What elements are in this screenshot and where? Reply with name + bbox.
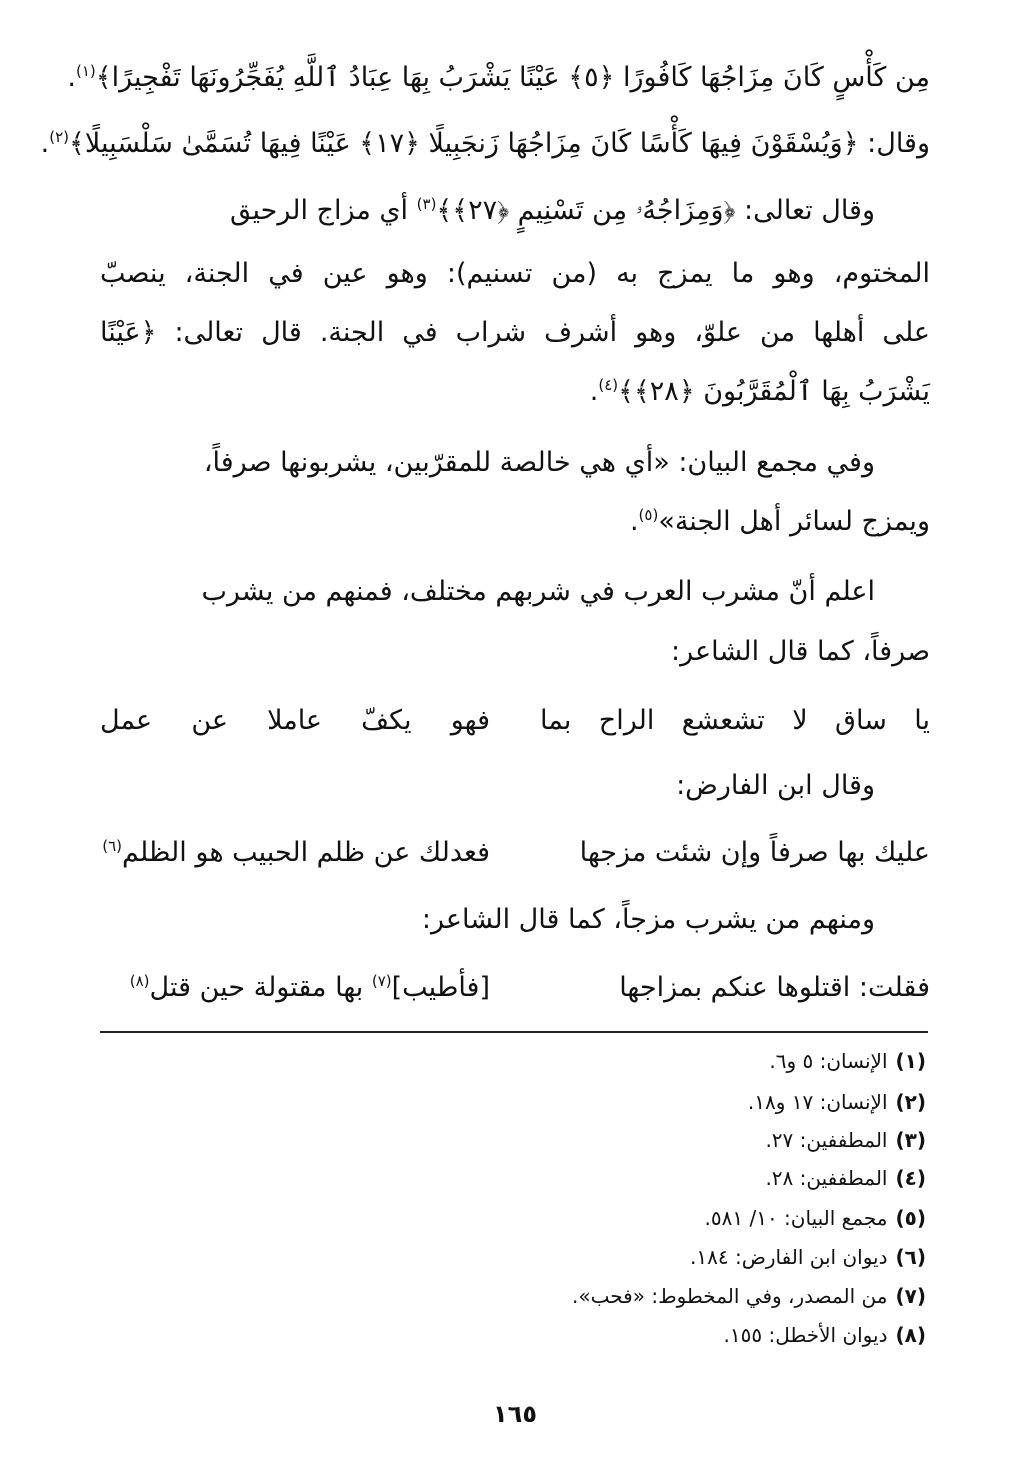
verse-first-hemistich: عليك بها صرفاً وإن شئت مزجها <box>579 837 930 868</box>
text-line-5: على أهلها من علوّ، وهو أشرف شراب في الجنة. قال تعالى: ﴿عَيْنًا <box>100 317 930 348</box>
hemistich-text: بها مقتولة حين قتل <box>149 972 372 1003</box>
footnote-3 <box>100 1125 926 1155</box>
footnote-7 <box>100 1281 926 1311</box>
footnote-separator <box>100 1031 928 1033</box>
verse-first-hemistich: فقلت: اقتلوها عنكم بمزاجها <box>619 972 930 1003</box>
footnote-6 <box>100 1242 926 1272</box>
text-line-12: ومنهم من يشرب مزجاً، كما قال الشاعر: <box>421 904 875 935</box>
footnote-number: (٣) <box>895 1128 926 1152</box>
paragraph-text: ويمزج لسائر أهل الجنة» <box>658 506 930 537</box>
line-end: . <box>589 376 599 407</box>
text-line-3 <box>100 191 875 231</box>
footnote-text: ديوان الأخطل: ١٥٥. <box>723 1323 888 1347</box>
text-line-9: اعلم أنّ مشرب العرب في شربهم مختلف، فمنهم من يشرب <box>201 576 875 607</box>
text-line-2 <box>40 124 930 164</box>
footnote-number: (٨) <box>895 1323 926 1347</box>
footnote-number: (٦) <box>895 1245 926 1269</box>
quran-verse-2: وقال: ﴿وَيُسْقَوْنَ فِيهَا كَأْسًا كَانَ مِزَاجُهَا زَنجَبِيلًا ﴿١٧﴾ عَيْنًا فِيهَا تُسَمَّىٰ سَلْسَبِيلًا﴾ <box>69 128 930 159</box>
quran-verse-1: مِن كَأْسٍ كَانَ مِزَاجُهَا كَافُورًا ﴿٥﴾ عَيْنًا يَشْرَبُ بِهَا عِبَادُ ٱللَّهِ يُفَجِّرُونَهَا تَفْجِيرًا﴾ <box>95 62 930 93</box>
footnote-ref-7[interactable]: (٧) <box>371 972 392 990</box>
text-line-10: صرفاً، كما قال الشاعر: <box>670 636 930 667</box>
footnote-number: (٧) <box>895 1284 926 1308</box>
footnote-number: (٥) <box>895 1206 926 1230</box>
footnote-number: (١) <box>895 1049 926 1073</box>
hemistich-text: [فأطيب] <box>391 972 490 1003</box>
footnote-text: من المصدر، وفي المخطوط: «فحب». <box>572 1284 888 1308</box>
text-line-8 <box>100 502 930 542</box>
verse-first-hemistich: يا ساق لا تشعشع الراح بما <box>540 705 930 736</box>
footnote-text: المطففين: ٢٧. <box>765 1128 888 1152</box>
line-end: . <box>67 62 76 93</box>
footnote-text: مجمع البيان: ١٠/ ٥٨١. <box>704 1206 888 1230</box>
footnote-4 <box>100 1163 926 1193</box>
footnote-ref-4[interactable]: (٤) <box>598 376 619 394</box>
page-number: ١٦٥ <box>493 1400 537 1428</box>
footnote-2 <box>100 1087 926 1117</box>
footnote-text: ديوان ابن الفارض: ١٨٤. <box>690 1245 888 1269</box>
footnote-number: (٤) <box>895 1166 926 1190</box>
text-line-1 <box>67 58 930 98</box>
footnote-5 <box>100 1203 926 1233</box>
text-line-7: وفي مجمع البيان: «أي هي خالصة للمقرّبين، يشربونها صرفاً، <box>203 447 875 478</box>
text-line-4: المختوم، وهو ما يمزج به (من تسنيم): وهو عين في الجنة، ينصبّ <box>100 258 930 289</box>
footnote-ref-2[interactable]: (٢) <box>49 128 70 146</box>
footnote-1 <box>100 1046 926 1076</box>
line-end: . <box>40 128 50 159</box>
footnote-ref-8[interactable]: (٨) <box>129 972 150 990</box>
footnote-text: الإنسان: ٥ و٦. <box>769 1049 888 1073</box>
text-line-6 <box>100 372 930 412</box>
footnote-ref-5[interactable]: (٥) <box>638 506 659 524</box>
verse-second-hemistich: فهو يكفّ عاملا عن عمل <box>100 705 490 736</box>
footnote-ref-6[interactable]: (٦) <box>102 837 122 855</box>
footnote-text: المطففين: ٢٨. <box>765 1166 888 1190</box>
footnote-ref-3[interactable]: (٣) <box>416 195 437 213</box>
poetry-verse-3 <box>100 966 930 1010</box>
quran-verse-3: وقال تعالى: ﴿وَمِزَاجُهُۥ مِن تَسْنِيمٍ ﴿٢٧﴾﴾ <box>436 195 875 226</box>
line-end: . <box>629 506 639 537</box>
footnote-text: الإنسان: ١٧ و١٨. <box>747 1090 888 1114</box>
footnote-8 <box>100 1320 926 1350</box>
hemistich-text: فعدلك عن ظلم الحبيب هو الظلم <box>122 837 490 868</box>
quran-verse-4: يَشْرَبُ بِهَا ٱلْمُقَرَّبُونَ ﴿٢٨﴾﴾ <box>618 376 930 407</box>
footnote-ref-1[interactable]: (١) <box>76 62 96 80</box>
footnote-number: (٢) <box>895 1090 926 1114</box>
poetry-verse-2 <box>100 831 930 875</box>
verse-second-hemistich <box>100 831 490 875</box>
verse-second-hemistich <box>100 966 490 1010</box>
text-line-11: وقال ابن الفارض: <box>676 770 875 801</box>
paragraph-text: أي مزاج الرحيق <box>229 195 417 226</box>
poetry-verse-1 <box>100 699 930 743</box>
